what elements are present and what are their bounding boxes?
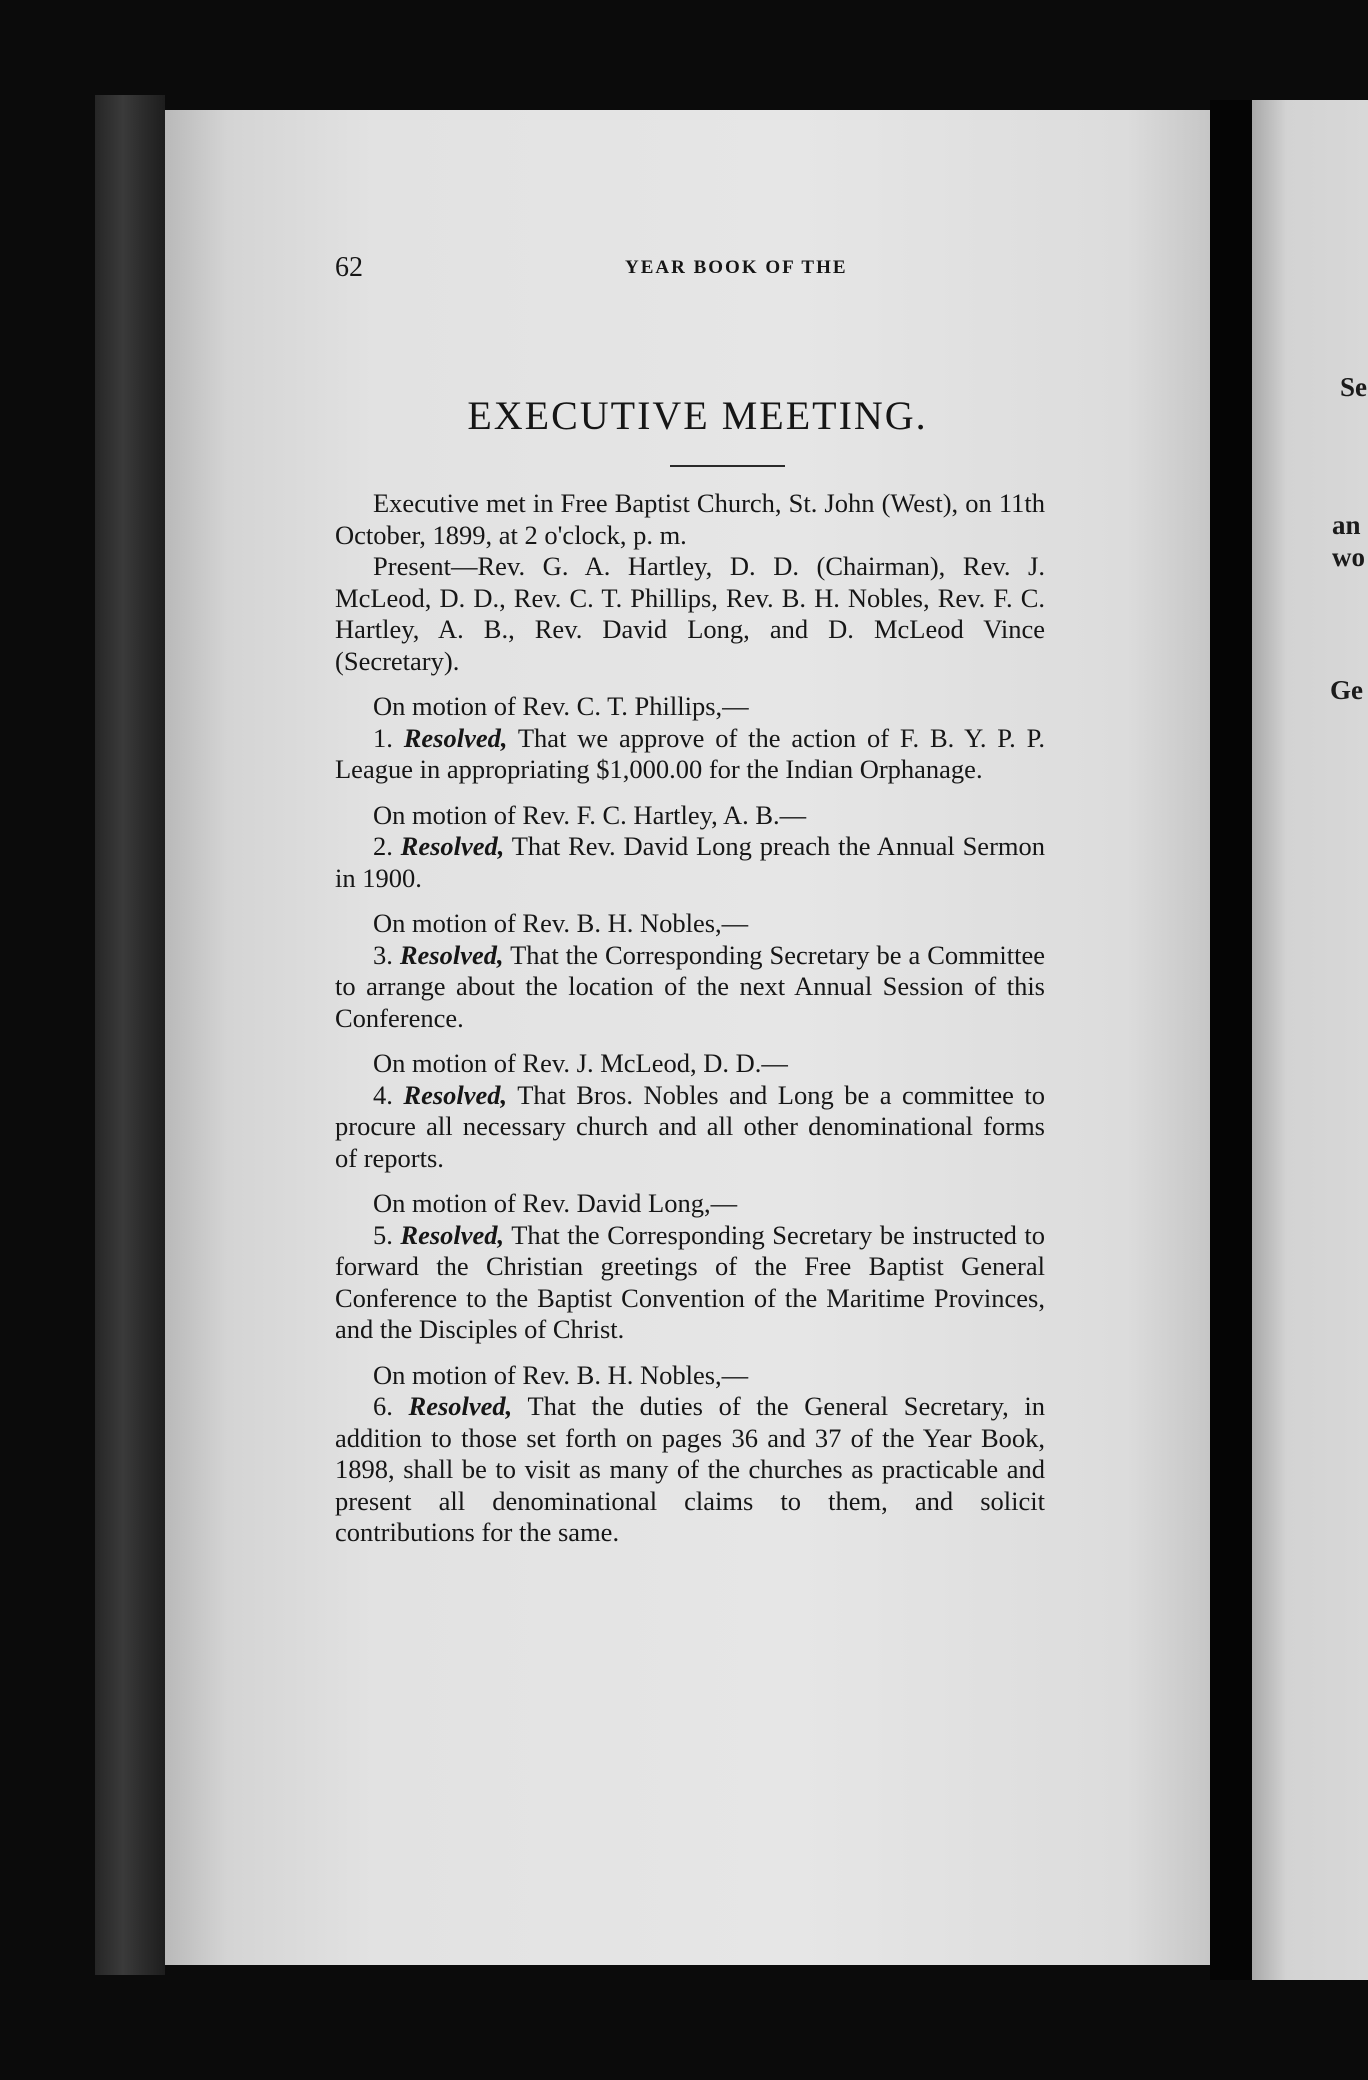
motion-line: On motion of Rev. J. McLeod, D. D.— [373, 1048, 788, 1078]
page-title: EXECUTIVE MEETING. [467, 393, 928, 438]
resolution-number: 6. [373, 1391, 393, 1421]
motion-line: On motion of Rev. David Long,— [373, 1188, 738, 1218]
resolution-text: That we approve of the action of F. B. Y. P. P. League in appropriating $1,000.00 for the Indian Orphanage. [335, 722, 1046, 784]
resolved-label: Resolved, [408, 1391, 513, 1421]
resolution-paragraph [335, 940, 1045, 1035]
resolution-paragraph [335, 1391, 1045, 1549]
next-page-edge [1252, 100, 1368, 1980]
resolved-label: Resolved, [403, 722, 508, 753]
page-number: 62 [335, 252, 363, 283]
resolved-label: Resolved, [403, 1079, 508, 1110]
page-gutter [1210, 100, 1252, 1980]
resolution-text: That the duties of the General Secretary, in addition to those set forth on pages 36 and 37 of the Year Book, 1898, shall be to visit as many of the churches as practicable and present all denominational claims to them, and solicit contributions for the same. [335, 1391, 1045, 1547]
resolved-label: Resolved, [400, 1219, 505, 1250]
page-body [335, 488, 1045, 1549]
resolution-number: 1. [373, 722, 393, 753]
present-paragraph: Present—Rev. G. A. Hartley, D. D. (Chairman), Rev. J. McLeod, D. D., Rev. C. T. Phillips, Rev. B. H. Nobles, Rev. F. C. Hartley, A. B., Rev. David Long, and D. McLeod Vince (Secretary). [335, 551, 1045, 676]
resolved-label: Resolved, [399, 939, 504, 970]
motion-line: On motion of Rev. F. C. Hartley, A. B.— [373, 799, 807, 830]
intro-paragraph: Executive met in Free Baptist Church, St. John (West), on 11th October, 1899, at 2 o'clock, p. m. [335, 488, 1045, 550]
resolution-text: That the Corresponding Secretary be a Committee to arrange about the location of the next Annual Session of this Conference. [335, 939, 1045, 1033]
resolution-text: That Rev. David Long preach the Annual Sermon in 1900. [335, 831, 1046, 893]
running-head [165, 252, 1210, 292]
next-page-fragment: an [1332, 510, 1361, 540]
resolution-number: 5. [373, 1219, 393, 1250]
motion-line: On motion of Rev. B. H. Nobles,— [373, 908, 749, 938]
resolution-text: That the Corresponding Secretary be instructed to forward the Christian greetings of the Free Baptist General Conference to the Baptist Convention of the Maritime Provinces, and the Disciples of Christ. [335, 1219, 1045, 1344]
resolution-paragraph [335, 831, 1045, 894]
resolution-paragraph [335, 723, 1045, 786]
resolution-paragraph [335, 1080, 1045, 1175]
resolved-label: Resolved, [400, 831, 505, 861]
resolution-paragraph [335, 1220, 1045, 1346]
motion-line: On motion of Rev. C. T. Phillips,— [373, 691, 749, 721]
resolution-number: 2. [373, 831, 393, 861]
book-page [165, 110, 1210, 1965]
next-page-fragment: Se [1340, 372, 1367, 402]
resolution-number: 3. [373, 939, 393, 970]
resolution-text: That Bros. Nobles and Long be a committee to procure all necessary church and all other denominational forms of reports. [335, 1079, 1045, 1173]
title-rule [670, 465, 785, 467]
running-title: YEAR BOOK OF THE [625, 257, 848, 278]
resolution-number: 4. [373, 1079, 393, 1110]
next-page-fragment: Ge [1330, 675, 1363, 705]
book-spine-shadow [95, 95, 165, 1975]
motion-line: On motion of Rev. B. H. Nobles,— [373, 1359, 749, 1390]
next-page-fragment: wo [1332, 542, 1365, 572]
